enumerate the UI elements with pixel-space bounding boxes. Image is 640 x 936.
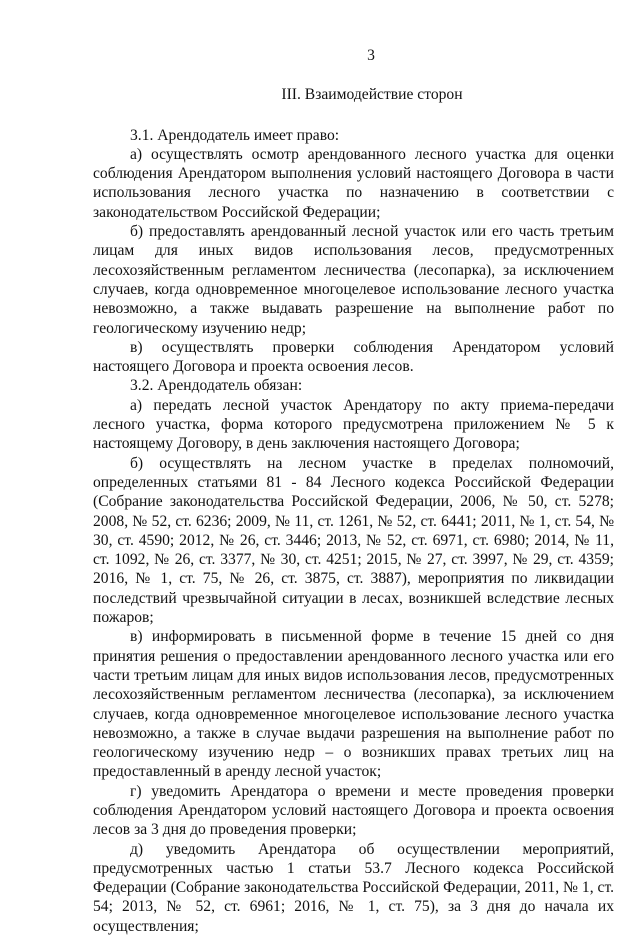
clause-3-1-b: б) предоставлять арендованный лесной участок или его часть третьим лицам для иных видов использования лесов, предусмотренных лесохозяйственным регламентом лесничества (лесопарка), за исключением случаев, когда одновременное многоцелевое использование лесного участка невозможно, а также выдавать разрешение на выполнение работ по геологическому изучению недр; [93,223,614,337]
clause-3-2-d: г) уведомить Арендатора о времени и месте проведения проверки соблюдения Арендатором условий настоящего Договора и проекта освоения лесов за 3 дня до проведения проверки; [93,782,614,839]
clause-3-2-c: в) информировать в письменной форме в течение 15 дней со дня принятия решения о предоставлении арендованного лесного участка или его части третьим лицам для иных видов использования лесов, предусмотренных лесохозяйственным регламентом лесничества (лесопарка), за исключением случаев, когда одновременное многоцелевое использование лесного участка невозможно, а также в случае выдачи разрешения на выполнение работ по геологическому изучению недр – о возникших правах третьих лиц на предоставленный в аренду лесной участок; [93,628,614,781]
clause-3-1-a: а) осуществлять осмотр арендованного лесного участка для оценки соблюдения Арендатором выполнения условий настоящего Договора в части использования лесного участка по назначению в соответствии с законодательством Российской Федерации; [93,145,614,221]
clause-3-2-b: б) осуществлять на лесном участке в пределах полномочий, определенных статьями 81 - 84 Лесного кодекса Российской Федерации (Собрание законодательства Российской Федерации, 2006, № 50, ст. 5278; 2008, № 52, ст. 6236; 2009, № 11, ст. 1261, № 52, ст. 6441; 2011, № 1, ст. 54, № 30, ст. 4590; 2012, № 26, ст. 3446; 2013, № 52, ст. 6971, ст. 6980; 2014, № 11, ст. 1092, № 26, ст. 3377, № 30, ст. 4251; 2015, № 27, ст. 3997, № 29, ст. 4359; 2016, № 1, ст. 75, № 26, ст. 3875, ст. 3887), мероприятия по ликвидации последствий чрезвычайной ситуации в лесах, возникшей вследствие лесных пожаров; [93,454,614,627]
clause-3-2-a: а) передать лесной участок Арендатору по акту приема-передачи лесного участка, форма которого предусмотрена приложением № 5 к настоящему Договору, в день заключения настоящего Договора; [93,396,614,453]
clause-3-2-heading: 3.2. Арендодатель обязан: [130,377,303,395]
section-title: III. Взаимодействие сторон [281,86,463,104]
clause-3-1-c: в) осуществлять проверки соблюдения Арендатором условий настоящего Договора и проекта освоения лесов. [93,338,614,376]
clause-3-2-e: д) уведомить Арендатора об осуществлении мероприятий, предусмотренных частью 1 статьи 53.7 Лесного кодекса Российской Федерации (Собрание законодательства Российской Федерации, 2011, № 1, ст. 54; 2013, № 52, ст. 6961; 2016, № 1, ст. 75), за 3 дня до начала их осуществления; [93,840,614,935]
clause-3-1-heading: 3.1. Арендодатель имеет право: [130,126,340,144]
page-number: 3 [367,47,375,64]
